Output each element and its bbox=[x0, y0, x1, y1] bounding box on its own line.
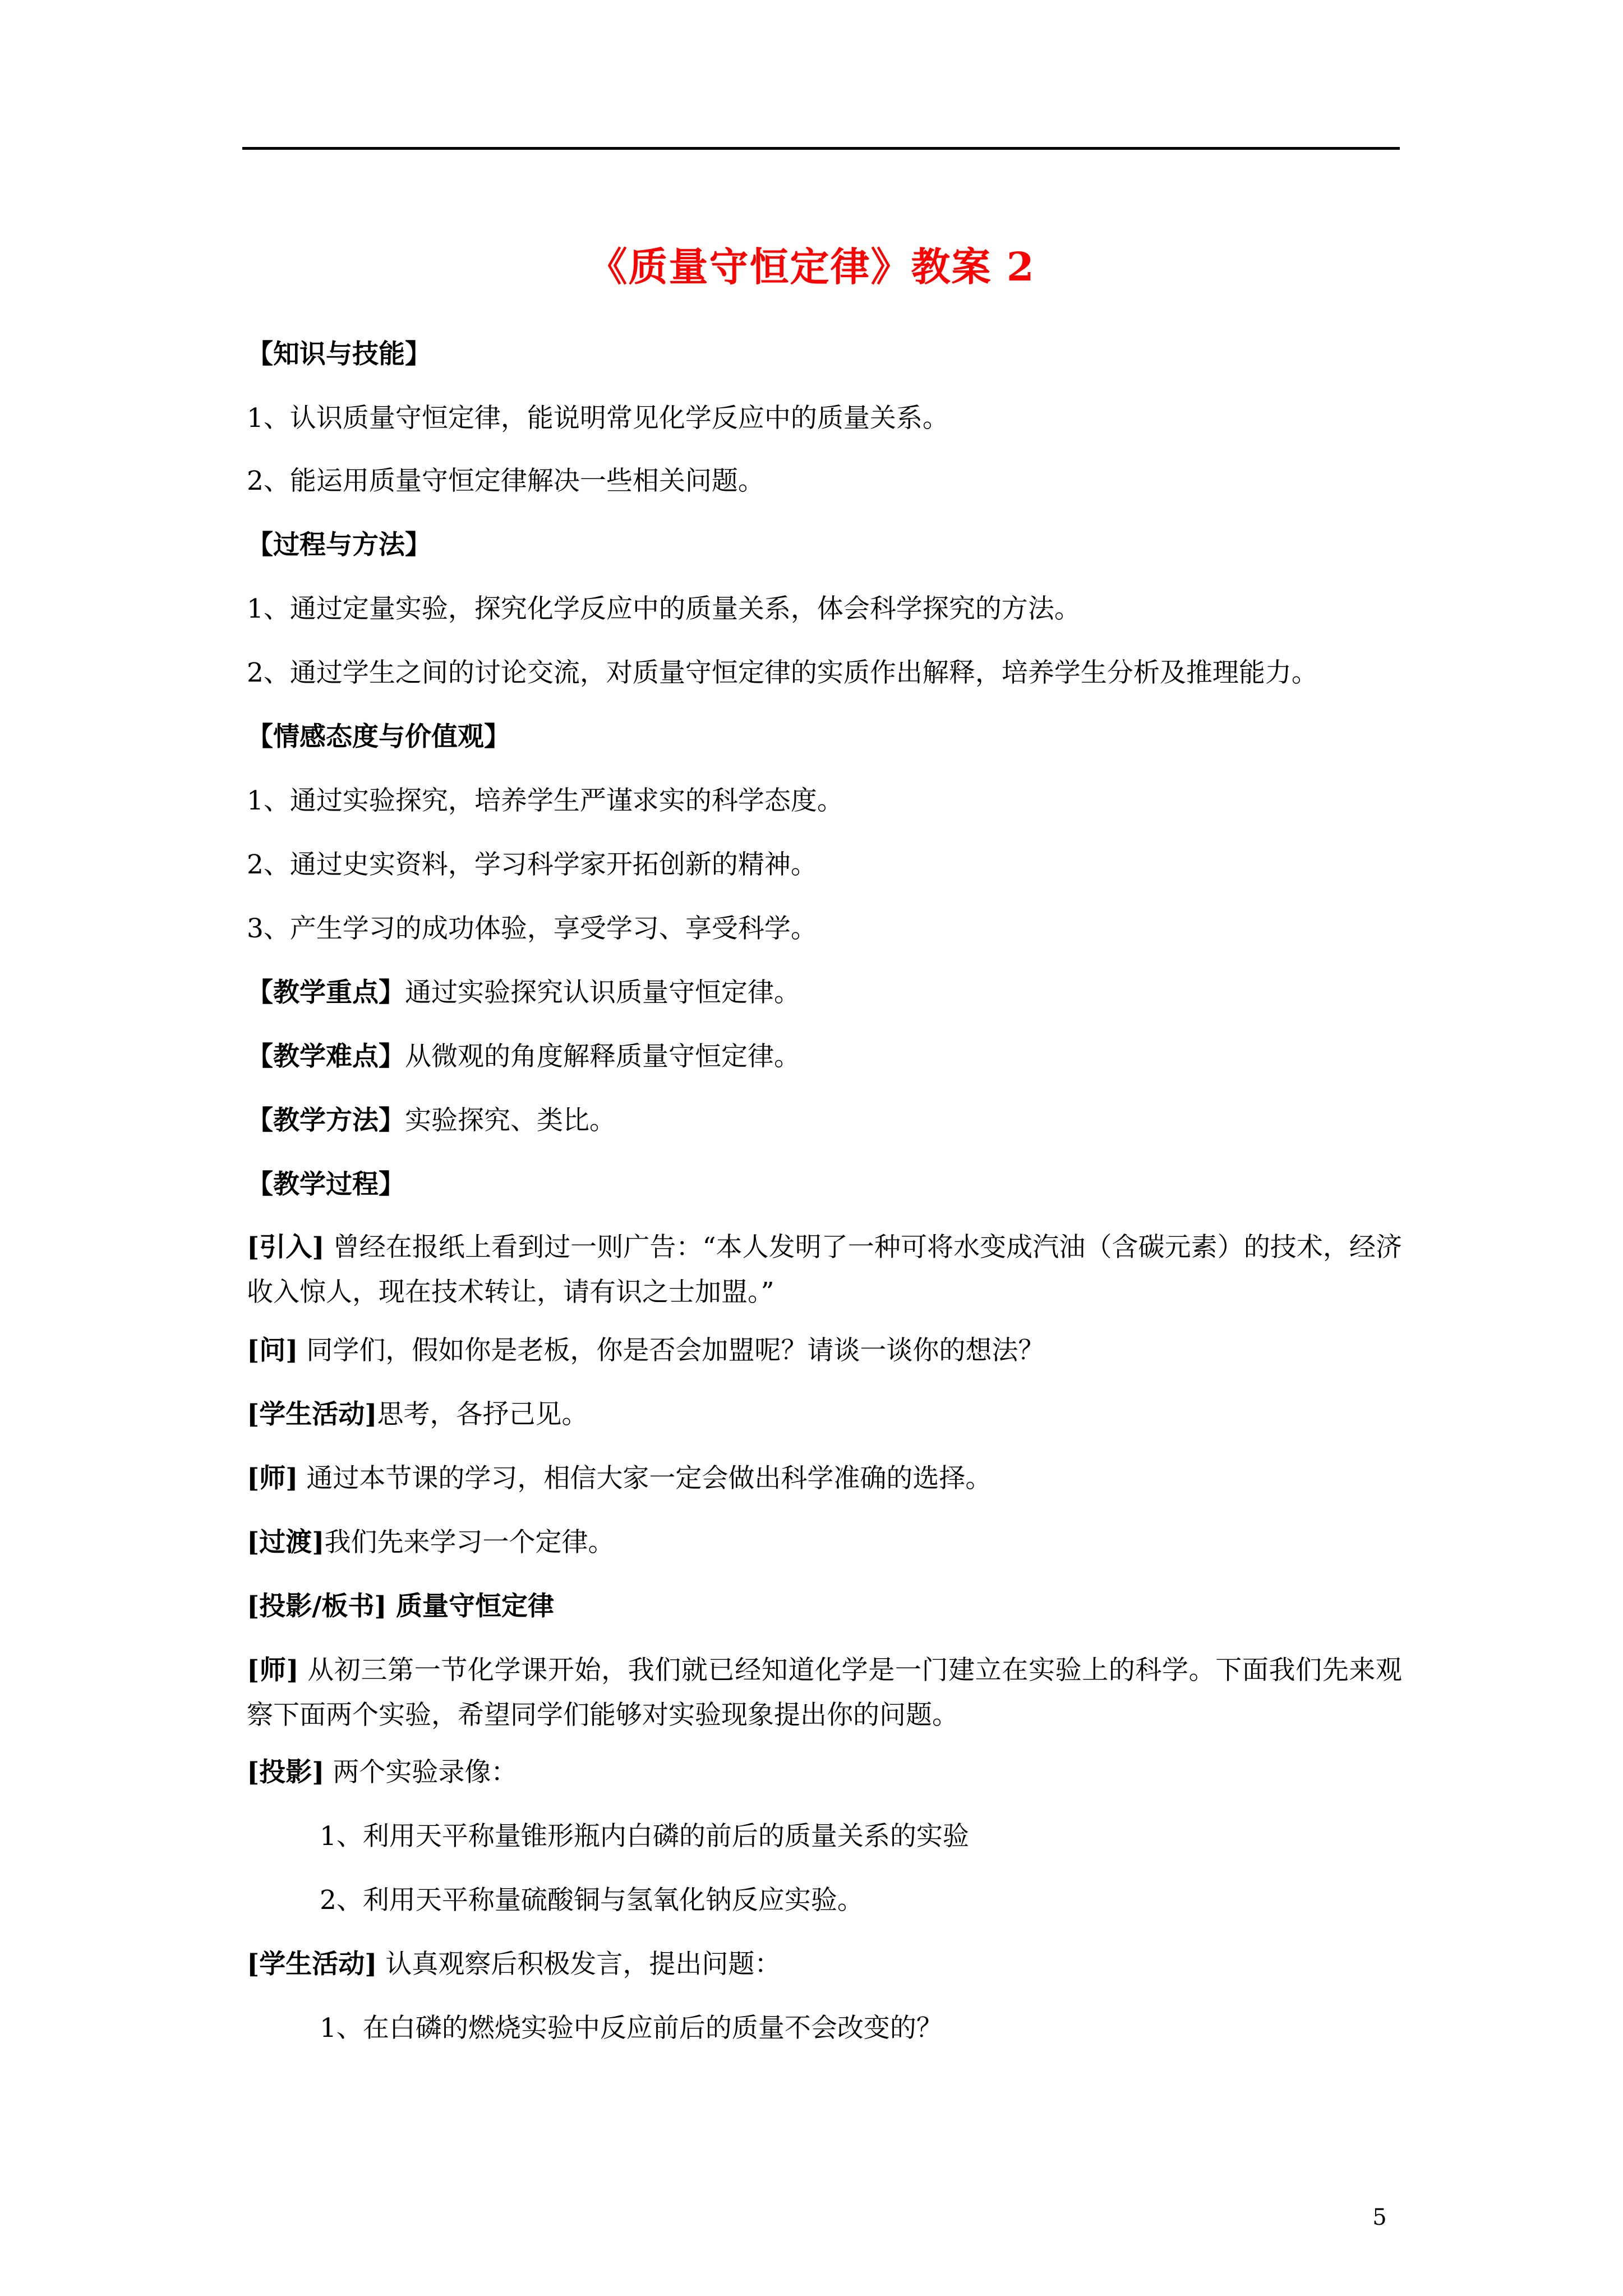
knowledge-item: 2、能运用质量守恒定律解决一些相关问题。 bbox=[247, 466, 764, 496]
teacher2-text: 从初三第一节化学课开始，我们就已经知道化学是一门建立在实验上的科学。下面我们先来观察下面两个实验，希望同学们能够对实验现象提出你的问题。 bbox=[247, 1655, 1402, 1731]
lesson-teacher-2 bbox=[247, 1648, 1402, 1738]
experiment-item: 1、利用天平称量锥形瓶内白磷的前后的质量关系的实验 bbox=[320, 1821, 969, 1852]
teaching-method bbox=[247, 1098, 1402, 1143]
board-text: 质量守恒定律 bbox=[386, 1591, 555, 1622]
teacher-text: 通过本节课的学习，相信大家一定会做出科学准确的选择。 bbox=[298, 1463, 992, 1494]
difficulty-label: 【教学难点】 bbox=[247, 1041, 405, 1072]
intro-label: [引入] bbox=[247, 1232, 325, 1263]
lesson-transition bbox=[247, 1520, 1402, 1565]
lesson-intro bbox=[247, 1225, 1402, 1315]
difficulty-text: 从微观的角度解释质量守恒定律。 bbox=[405, 1041, 800, 1072]
student-activity2-text: 认真观察后积极发言，提出问题： bbox=[377, 1949, 781, 1980]
key-point-label: 【教学重点】 bbox=[247, 977, 405, 1008]
experiment-item: 2、利用天平称量硫酸铜与氢氧化钠反应实验。 bbox=[320, 1885, 864, 1916]
student-activity-label: [学生活动] bbox=[247, 1399, 377, 1430]
attitude-item: 1、通过实验探究，培养学生严谨求实的科学态度。 bbox=[247, 785, 843, 816]
key-point bbox=[247, 970, 1402, 1015]
student-activity-text: 思考，各抒己见。 bbox=[377, 1399, 588, 1430]
key-point-text: 通过实验探究认识质量守恒定律。 bbox=[405, 977, 800, 1008]
header-rule bbox=[242, 147, 1400, 150]
board-label: [投影/板书] bbox=[247, 1591, 387, 1622]
process-item: 1、通过定量实验，探究化学反应中的质量关系，体会科学探究的方法。 bbox=[247, 593, 1081, 624]
intro-text: 曾经在报纸上看到过一则广告：“本人发明了一种可将水变成汽油（含碳元素）的技术，经济收入惊人，现在技术转让，请有识之士加盟。” bbox=[247, 1232, 1402, 1308]
method-label: 【教学方法】 bbox=[247, 1105, 405, 1136]
section-heading-knowledge: 【知识与技能】 bbox=[247, 339, 431, 370]
teacher2-label: [师] bbox=[247, 1655, 299, 1686]
question-item: 1、在白磷的燃烧实验中反应前后的质量不会改变的？ bbox=[320, 2013, 943, 2044]
question-text: 同学们，假如你是老板，你是否会加盟呢？请谈一谈你的想法？ bbox=[298, 1335, 1045, 1366]
process-item: 2、通过学生之间的讨论交流，对质量守恒定律的实质作出解释，培养学生分析及推理能力。 bbox=[247, 657, 1318, 688]
projection-label: [投影] bbox=[247, 1757, 325, 1788]
transition-label: [过渡] bbox=[247, 1527, 325, 1558]
section-heading-attitude: 【情感态度与价值观】 bbox=[247, 721, 510, 752]
page-number: 5 bbox=[1372, 2205, 1387, 2230]
transition-text: 我们先来学习一个定律。 bbox=[324, 1527, 615, 1558]
procedure-heading: 【教学过程】 bbox=[247, 1169, 405, 1200]
question-label: [问] bbox=[247, 1335, 298, 1366]
lesson-question bbox=[247, 1328, 1402, 1373]
lesson-student-activity-2 bbox=[247, 1942, 1402, 1987]
lesson-projection bbox=[247, 1750, 1402, 1795]
attitude-item: 2、通过史实资料，学习科学家开拓创新的精神。 bbox=[247, 849, 817, 880]
lesson-teacher bbox=[247, 1456, 1402, 1501]
teacher-label: [师] bbox=[247, 1463, 298, 1494]
difficulty bbox=[247, 1034, 1402, 1079]
knowledge-item: 1、认识质量守恒定律，能说明常见化学反应中的质量关系。 bbox=[247, 403, 949, 434]
lesson-student-activity bbox=[247, 1392, 1402, 1437]
projection-text: 两个实验录像： bbox=[324, 1757, 518, 1788]
attitude-item: 3、产生学习的成功体验，享受学习、享受科学。 bbox=[247, 913, 817, 944]
page-title: 《质量守恒定律》教案 2 bbox=[588, 243, 1035, 290]
student-activity2-label: [学生活动] bbox=[247, 1949, 377, 1980]
section-heading-process: 【过程与方法】 bbox=[247, 530, 431, 560]
method-text: 实验探究、类比。 bbox=[405, 1105, 616, 1136]
lesson-board bbox=[247, 1584, 1402, 1629]
